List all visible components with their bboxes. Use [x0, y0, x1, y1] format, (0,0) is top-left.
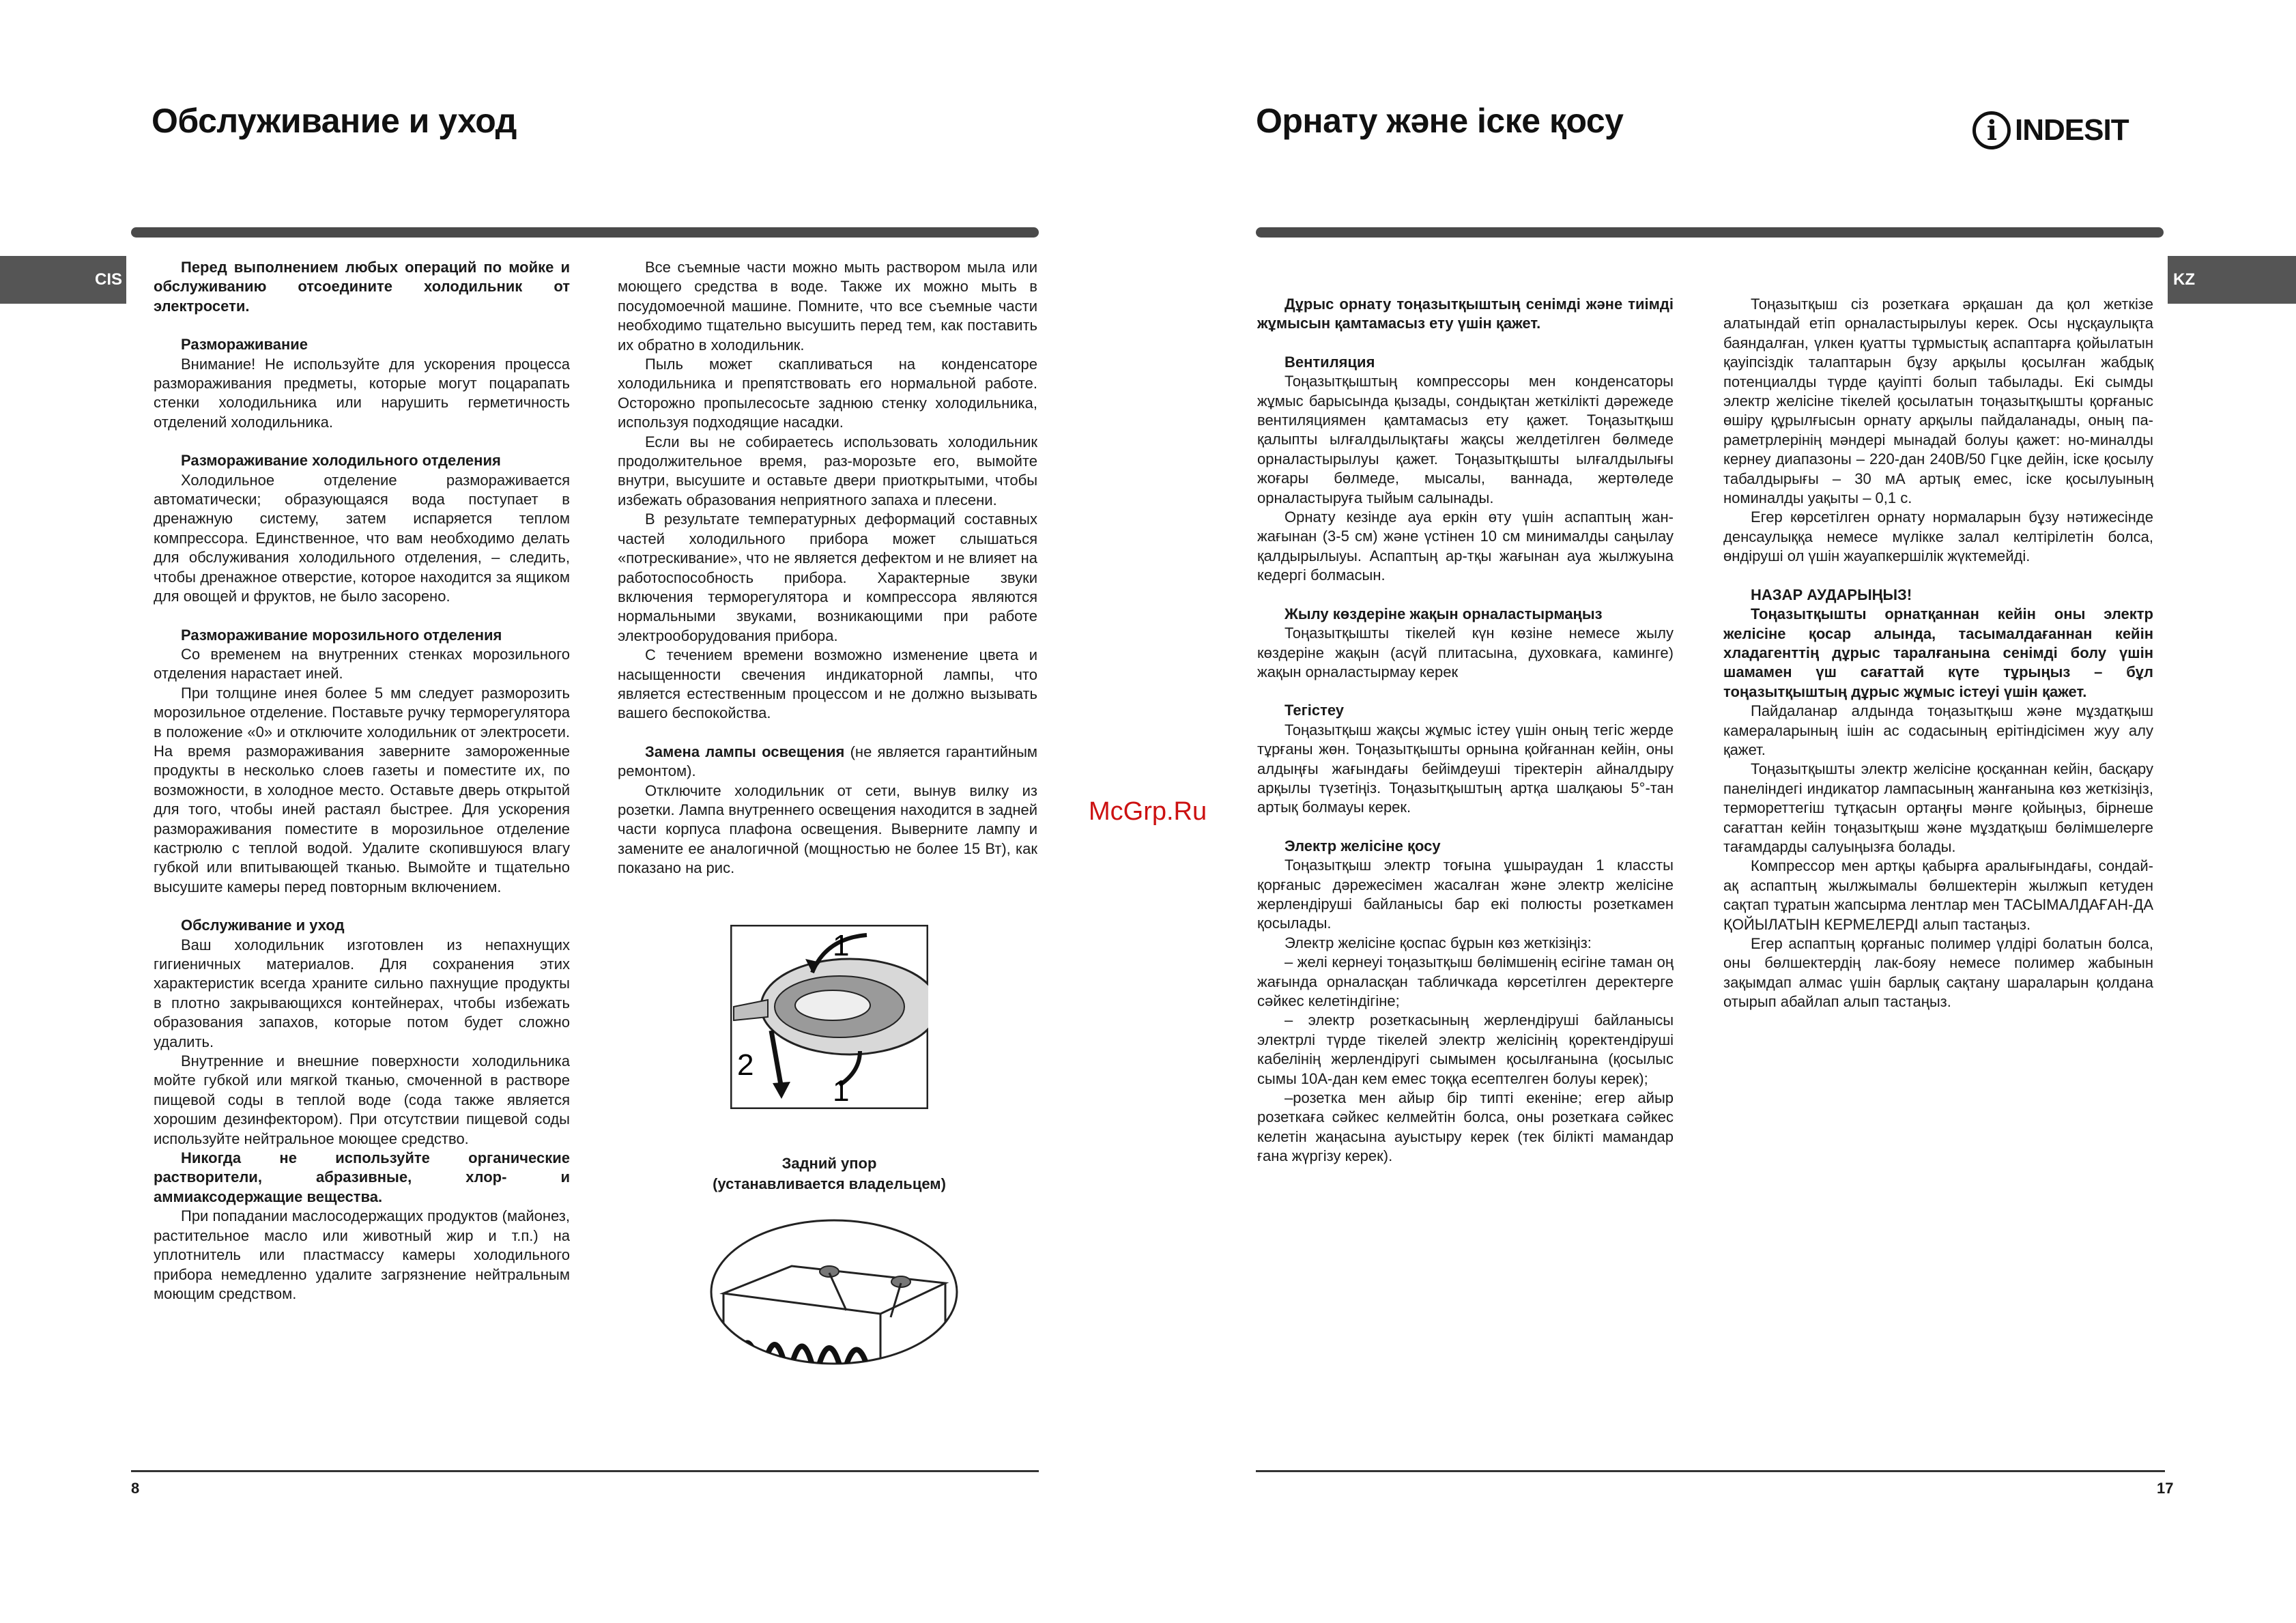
- paragraph: Тоңазытқыш электр тоғына ұшыраудан 1 классты қорғаныс дәрежесімен жасалған және электр желісіне жерлендіруші байланысы бар екі полюсты розеткамен қосылады.: [1257, 857, 1674, 932]
- indesit-logo-text: INDESIT: [2015, 113, 2129, 147]
- left-page-title: Обслуживание и уход: [152, 102, 517, 140]
- watermark: McGrp.Ru: [1089, 797, 1207, 826]
- indesit-logo-icon: i: [1972, 111, 2011, 149]
- paragraph: Со временем на внутренних стенках морозильного отделения нарастает иней.: [154, 645, 570, 683]
- caption-line-2: (устанавливается владельцем): [713, 1175, 946, 1192]
- section-heading: Электр желісіне қосу: [1285, 837, 1441, 854]
- attention-text: Тоңазытқышты орнатқаннан кейін оны электр желісіне қосар алында, тасымалдағаннан кейін хладагенттің дұрыс таралғанына сенімді болу үшін шамамен үш сағаттай күте тұрыңыз – бұл тоңазытқыштың дұрыс жұмыс істеуі үшін қажет.: [1723, 605, 2153, 700]
- paragraph: Если вы не собираетесь использовать холодильник продолжительное время, раз-морозьте его, вымойте внутри, высушите и оставьте двери приоткрытыми, чтобы избежать образования неприятного запаха и плесени.: [618, 433, 1037, 508]
- section-heading: Размораживание морозильного отделения: [181, 626, 502, 644]
- paragraph: Пайдаланар алдында тоңазытқыш және мұздатқыш камераларының ішін ас содасының ерітіндісімен жуу алу қажет.: [1723, 702, 2153, 758]
- rear-stop-illustration: [710, 1218, 959, 1365]
- fig-label-1-top: 1: [833, 929, 850, 962]
- paragraph: Отключите холодильник от сети, вынув вилку из розетки. Лампа внутреннего освещения находится в задней части корпуса плафона освещения. Выверните лампу и замените ее аналогичной (мощностью не более 15 Вт), как показано на рис.: [618, 781, 1037, 877]
- paragraph: Все съемные части можно мыть раствором мыла или моющего средства в воде. Также их можно мыть в посудомоечной машине. Помните, что все съемные части необходимо тщательно высушить перед тем, как поставить их обратно в холодильник.: [618, 259, 1037, 354]
- paragraph: Пыль может скапливаться на конденсаторе холодильника и препятствовать его нормальной работе. Осторожно пропылесосьте заднюю стенку холодильника, используя подходящие насадки.: [618, 356, 1037, 431]
- paragraph: Внимание! Не используйте для ускорения процесса размораживания предметы, которые могут поцарапать стенки холодильника или нарушить герметичность отделений холодильника.: [154, 355, 570, 431]
- paragraph: С течением времени возможно изменение цвета и насыщенности свечения индикаторной лампы, что является естественным процессом и не должно вызывать вашего беспокойства.: [618, 646, 1037, 722]
- lamp-illustration: [730, 925, 928, 1109]
- section-heading: Обслуживание и уход: [181, 917, 345, 934]
- paragraph: Электр желісіне қоспас бұрын көз жеткізіңіз:: [1285, 934, 1592, 951]
- lamp-replacement-figure: [730, 925, 928, 1109]
- kz-language-tab: [2168, 256, 2296, 304]
- left-column-1: [154, 258, 570, 1304]
- rear-stop-caption: [669, 1153, 990, 1194]
- left-column-2: [618, 258, 1037, 878]
- cis-tab-label: CIS: [94, 270, 122, 289]
- paragraph: Тоңазытқыштың компрессоры мен конденсаторы жұмыс барысында қызады, сондықтан жеткілікті дәрежеде вентиляциямен қамтамасыз ету қажет. Тоңазытқыш қалыпты ылғалдылықтағы жақсы желдетілген бөлмеде орналастырылуы қажет. Тоңазытқышты ылғалдылығы жоғары бөлмеде, мысалы, ваннада, жертөледе орналастыруға тыйым салынады.: [1257, 373, 1674, 506]
- left-header-rule: [131, 227, 1039, 238]
- bold-warning: Никогда не используйте органические растворители, абразивные, хлор- и аммиаксодержащие вещества.: [154, 1149, 570, 1205]
- lamp-heading: Замена лампы освещения: [645, 743, 845, 760]
- paragraph: Внутренние и внешние поверхности холодильника мойте губкой или мягкой тканью, смоченной в растворе пищевой соды в теплой воде (сода также является хорошим дезинфектором). При отсутствии пищевой соды используйте нейтральное моющее средство.: [154, 1052, 570, 1147]
- paragraph: Егер көрсетілген орнату нормаларын бұзу нәтижесінде денсаулыққа немесе мүлікке залал келтірілетін болса, өндіруші ол үшін жауапкершілік жүктемейді.: [1723, 508, 2153, 565]
- right-header-rule: [1256, 227, 2164, 238]
- right-footer-rule: [1256, 1470, 2165, 1472]
- right-column-1: [1257, 295, 1674, 1166]
- paragraph: При толщине инея более 5 мм следует разморозить морозильное отделение. Поставьте ручку терморегулятора в положение «0» и отключите холодильник от электросети. На время размораживания заверните замороженные продукты в несколько слоев газеты и поместите их, по возможности, в холодное место. Оставьте дверь открытой для того, чтобы иней растаял быстрее. Для ускорения размораживания поместите в морозильное отделение кастрюлю с теплой водой. Удалите скопившуюся влагу губкой или впитывающей тканью. Вымойте и тщательно высушите камеры перед повторным включением.: [154, 684, 570, 895]
- paragraph: –розетка мен айыр бір типті екеніне; егер айыр розеткаға сәйкес келмейтін болса, оны розеткаға сәйкес келетін жаңасына ауыстыру керек (тек білікті мамандар ғана жүргізу керек).: [1257, 1089, 1674, 1165]
- right-page-number: 17: [2157, 1480, 2174, 1497]
- intro-bold: Дұрыс орнату тоңазытқыштың сенімді және тиімді жұмысын қамтамасыз ету үшін қажет.: [1257, 296, 1674, 332]
- paragraph: – электр розеткасының жерлендіруші байланысы электрлі түрде тікелей электр желісінің қоректендіруші кабелінің жерлендіругі сымымен қосылғанына (қосылыс сымы 10А-дан кем емес тоққа есептелген болуы керек);: [1257, 1011, 1674, 1087]
- cis-language-tab: [0, 256, 126, 304]
- fig-label-2: 2: [737, 1048, 754, 1082]
- paragraph: В результате температурных деформаций составных частей холодильного прибора может слышаться «потрескивание», что не является дефектом и не влияет на работоспособность прибора. Характерные звуки включения терморегулятора и компрессора являются нормальными звуками, возникающими при работе электрооборудования прибора.: [618, 511, 1037, 644]
- section-heading: Размораживание холодильного отделения: [181, 452, 501, 470]
- caption-line-1: Задний упор: [781, 1155, 877, 1172]
- attention-heading: НАЗАР АУДАРЫҢЫЗ!: [1751, 586, 1912, 603]
- rear-stop-figure: [710, 1218, 959, 1365]
- section-heading: Размораживание: [181, 336, 308, 354]
- fig-label-1-bottom: 1: [833, 1074, 850, 1108]
- paragraph: Холодильное отделение размораживается автоматически; образующаяся вода поступает в дренажную систему, затем испаряется теплом компрессора. Единственное, что вам необходимо делать для обслуживания холодильного отделения, – следить, чтобы дренажное отверстие, которое находится за ящиком для овощей и фруктов, не было засорено.: [154, 471, 570, 605]
- indesit-logo: [1972, 111, 2129, 149]
- lamp-heading-line: [618, 743, 1037, 781]
- left-page-number: 8: [131, 1480, 140, 1497]
- paragraph: – желі кернеуі тоңазытқыш бөлімшенің есігіне таман оң жағында орналасқан табличкада көрсетілген деректерге сәйкес келетіндігіне;: [1257, 953, 1674, 1009]
- paragraph: Егер аспаптың қорғаныс полимер үлдірі болатын болса, оны бөлшектердің лак-бояу немесе полимер жабынын зақымдап алмас үшін барлық сақтану шараларын қолдана отырып абайлап алып тастаңыз.: [1723, 935, 2153, 1011]
- paragraph: При попадании маслосодержащих продуктов (майонез, растительное масло или животный жир и т.п.) на уплотнитель или пластмассу камеры холодильного прибора немедленно удалите загрязнение нейтральным моющим средством.: [154, 1207, 570, 1302]
- section-heading: Вентиляция: [1285, 353, 1375, 371]
- right-column-2: [1723, 295, 2153, 1012]
- paragraph: Ваш холодильник изготовлен из непахнущих гигиеничных материалов. Для сохранения этих характеристик всегда храните сильно пахнущие продукты в плотно закрывающихся контейнерах, чтобы избежать образования запахов, которые потом будет сложно удалить.: [154, 936, 570, 1050]
- section-heading: Тегістеу: [1285, 702, 1345, 719]
- safety-warning: Перед выполнением любых операций по мойке и обслуживанию отсоедините холодильник от электросети.: [154, 259, 570, 315]
- paragraph: Тоңазытқыш сіз розеткаға әрқашан да қол жеткізе алатындай етіп орналастырылуы керек. Осы нұсқаулықта баяндалған, үлкен қуатты тұрмыстық аспаптарға қойылатын қауіпсіздік талаптарын бұзу арқылы қосылған жабдық потенциалды түрде қауіпті болып табылады. Екі сымды электр желісіне тікелей қосылатын тоңазытқышты қорғаныс өшіру құрылғысын орнату арқылы пайдаланады, оның па-раметрлерінің мәндері мынадай болуы қажет: но-миналды кернеу диапазоны – 220-дан 240В/50 Гцке дейін, іске қосылу табалдырығы – 30 мА артық емес, іске қосылуының номиналды уақыты – 0,1 с.: [1723, 296, 2153, 507]
- paragraph: Компрессор мен артқы қабырға аралығындағы, сондай-ақ аспаптың жылжымалы бөлшектерін жылжып кетуден сақтап тұратын жапсырма лентлар мен ТАСЫМАЛДАҒАН-ДА ҚОЙЫЛАТЫН КЕРМЕЛЕРДІ алып тастаңыз.: [1723, 857, 2153, 933]
- lamp-note: (не является гарантийным ремонтом).: [618, 743, 1038, 780]
- left-footer-rule: [131, 1470, 1039, 1472]
- section-heading: Жылу көздеріне жақын орналастырмаңыз: [1285, 605, 1603, 622]
- paragraph: Тоңазытқышты тікелей күн көзіне немесе жылу көздеріне жақын (асүй плитасына, духовкаға, каминге) жақын орналастырмау керек: [1257, 624, 1674, 680]
- paragraph: Орнату кезінде ауа еркін өту үшін аспаптың жан-жағынан (3-5 см) және үстінен 10 см минималды саңылау қалдырылыуы. Аспаптың ар-тқы жағынан ауа жылжуына кедергі болмасын.: [1257, 508, 1674, 584]
- kz-tab-label: KZ: [2173, 270, 2195, 289]
- paragraph: Тоңазытқышты электр желісіне қосқаннан кейін, басқару панеліндегі индикатор лампасының жанғанына көз жеткізіңіз, термореттегіш тұтқасын ортаңғы мәнге қойыңыз, бірнеше сағаттан кейін тоңазытқыш және мұздатқыш бөлімшелерге тағамдарды салуыңызға болады.: [1723, 760, 2153, 855]
- right-page-title: Орнату және іске қосу: [1256, 102, 1624, 140]
- paragraph: Тоңазытқыш жақсы жұмыс істеу үшін оның тегіс жерде тұрғаны жөн. Тоңазытқышты орнына қойғаннан кейін, оны алдыңғы жағындағы бейімдеуші тіректерін айналдыру арқылы түзетіңіз. Тоңазытқыштың артқа шалқаюы 5°-тан артық болмауы керек.: [1257, 721, 1674, 816]
